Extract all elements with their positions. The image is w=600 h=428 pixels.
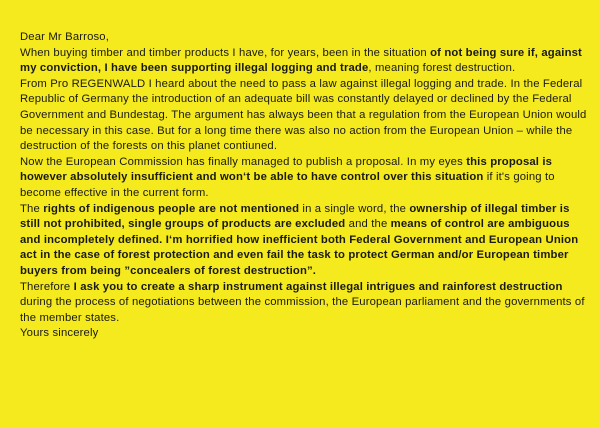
emphasis-text: this proposal is however absolutely insufficient and won‘t be able to have control over this situation bbox=[20, 155, 553, 184]
paragraph-criticism bbox=[20, 202, 588, 280]
emphasis-text: ownership of illegal timber is still not prohibited, single groups of products are excluded bbox=[20, 202, 570, 231]
body-text: in a single word, the bbox=[299, 202, 410, 215]
body-text: and the bbox=[345, 218, 391, 231]
body-text: if it's going to become effective in the current form. bbox=[20, 171, 555, 199]
body-text: Therefore bbox=[20, 280, 74, 293]
emphasis-text: I ask you to create a sharp instrument against illegal intrigues and rainforest destruction bbox=[73, 280, 563, 293]
salutation: Dear Mr Barroso, bbox=[20, 31, 110, 43]
closing: Yours sincerely bbox=[20, 327, 99, 340]
emphasis-text: means of control are ambiguous and incompletely defined. I‘m horrified how inefficient both Federal Government and European Union act in the case of forest protection and even fail the task to protect German and/or European timber buyers from being ”concealers of forest destruction”. bbox=[20, 218, 579, 277]
paragraph-proposal bbox=[20, 155, 588, 202]
letter-body bbox=[20, 30, 588, 342]
body-text: , meaning forest destruction. bbox=[368, 62, 516, 75]
emphasis-text: of not being sure if, against my conviction, I have been supporting illegal logging and trade bbox=[20, 46, 582, 75]
body-text: Now the European Commission has finally managed to publish a proposal. In my eyes bbox=[20, 155, 467, 168]
body-text: From Pro REGENWALD I heard about the need to pass a law against illegal logging and trade. In the Federal Republic of Germany the introduction of an adequate bill was constantly delayed or declined by the Federal Government and Bundestag. The argument has always been that a regulation from the European Union would be necessary in this case. But for a long time there was also no action from the European Union – while the destruction of the forests on this planet contiuned. bbox=[20, 77, 587, 153]
body-text: When buying timber and timber products I have, for years, been in the situation bbox=[20, 46, 431, 59]
body-text: The bbox=[20, 202, 44, 215]
body-text: during the process of negotiations between the commission, the European parliament and the governments of the member states. bbox=[20, 296, 585, 324]
paragraph-background bbox=[20, 77, 588, 155]
emphasis-text: rights of indigenous people are not mentioned bbox=[43, 202, 300, 215]
paragraph-situation bbox=[20, 46, 588, 77]
paragraph-request bbox=[20, 280, 588, 327]
